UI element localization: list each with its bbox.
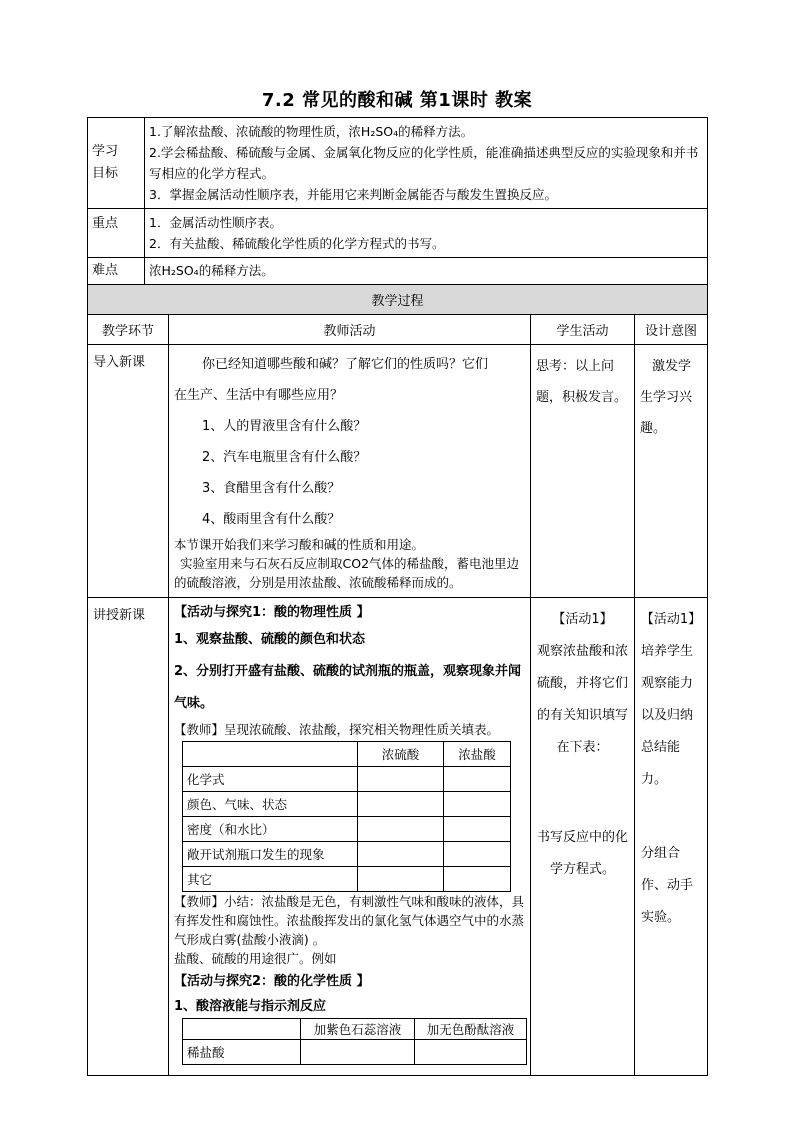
intro-line: 你已经知道哪些酸和碱？了解它们的性质吗？它们 [202, 357, 489, 372]
activity2-title: 【活动与探究2：酸的化学性质 】 [174, 974, 370, 989]
intro-question: 3、食醋里含有什么酸？ [202, 481, 341, 496]
objectives-row [88, 118, 708, 209]
intro-paragraph: 实验室用来与石灰石反应制取CO2气体的稀盐酸，蓄电池里边的硫酸溶液，分别是用浓盐酸、浓硫酸稀释而成的。 [174, 556, 520, 590]
table-cell [358, 767, 444, 792]
student-activity-text: 观察浓盐酸和浓硫酸，并将它们的有关知识填写在下表： [536, 644, 628, 755]
column-header-row [88, 315, 708, 345]
step1-text: 1、观察盐酸、硫酸的颜色和状态 [174, 632, 366, 647]
table-cell [358, 867, 444, 892]
lecture-design [635, 598, 708, 1076]
lecture-row [88, 598, 708, 1076]
step2-text: 2、分别打开盛有盐酸、硫酸的试剂瓶的瓶盖，观察现象并闻气味。 [174, 664, 522, 711]
table-row-label: 化学式 [183, 767, 358, 792]
uses-text: 盐酸、硫酸的用途很广。例如 [174, 951, 337, 966]
student-activity-text: 书写反应中的化学方程式。 [536, 830, 628, 877]
page-title: 7.2 常见的酸和碱 第1课时 教案 [261, 90, 533, 111]
lecture-teacher [169, 598, 531, 1076]
process-band [88, 285, 708, 315]
objectives-content [145, 118, 708, 209]
table-header-row [183, 1019, 527, 1040]
table-row [183, 792, 511, 817]
difficulty-content: 浓H₂SO₄的稀释方法。 [145, 258, 708, 285]
intro-teacher [169, 345, 531, 598]
table-header-row [183, 742, 511, 767]
intro-question: 4、酸雨里含有什么酸？ [202, 512, 341, 527]
student-activity-tag: 【活动1】 [552, 612, 613, 627]
lesson-plan-table [87, 117, 708, 1076]
key-points-label: 重点 [88, 209, 145, 258]
table-row [183, 767, 511, 792]
design-text: 培养学生观察能力以及归纳总结能力。 [641, 644, 694, 787]
intro-question: 2、汽车电瓶里含有什么酸？ [202, 450, 367, 465]
table-cell [301, 1040, 415, 1065]
table-header-cell: 浓硫酸 [358, 742, 444, 767]
header-student: 学生活动 [531, 315, 635, 345]
table-row-label: 稀盐酸 [183, 1040, 301, 1065]
key-points-row [88, 209, 708, 258]
header-stage: 教学环节 [88, 315, 169, 345]
intro-paragraph: 本节课开始我们来学习酸和碱的性质和用途。 [174, 537, 425, 552]
table-cell [444, 767, 511, 792]
difficulty-row [88, 258, 708, 285]
table-cell [358, 842, 444, 867]
teacher-note: 【教师】呈现浓硫酸、浓盐酸，探究相关物理性质关填表。 [174, 722, 500, 737]
table-cell [444, 792, 511, 817]
table-row [183, 1040, 527, 1065]
key-points-content [145, 209, 708, 258]
design-text: 分组合作、动手实验。 [641, 846, 694, 925]
process-band-label: 教学过程 [88, 285, 708, 315]
header-teacher: 教师活动 [169, 315, 531, 345]
difficulty-label: 难点 [88, 258, 145, 285]
table-cell [358, 817, 444, 842]
table-cell [415, 1040, 527, 1065]
objective-item: 2.学会稀盐酸、稀硫酸与金属、金属氧化物反应的化学性质，能准确描述典型反应的实验现象和并书写相应的化学方程式。 [149, 145, 699, 181]
table-row [183, 867, 511, 892]
table-cell [444, 817, 511, 842]
activity1-title: 【活动与探究1：酸的物理性质 】 [174, 605, 370, 620]
table-cell [444, 842, 511, 867]
table-row [183, 842, 511, 867]
design-activity-tag: 【活动1】 [640, 612, 702, 627]
table-header-cell: 浓盐酸 [444, 742, 511, 767]
table-row-label: 敞开试剂瓶口发生的现象 [183, 842, 358, 867]
table-cell [358, 792, 444, 817]
physical-property-table [182, 741, 511, 892]
indicator-table [182, 1018, 527, 1065]
objective-item: 1.了解浓盐酸、浓硫酸的物理性质，浓H₂SO₄的稀释方法。 [149, 124, 474, 139]
lecture-student [531, 598, 635, 1076]
sub1-text: 1、酸溶液能与指示剂反应 [174, 999, 327, 1014]
objective-item: 3．掌握金属活动性顺序表，并能用它来判断金属能否与酸发生置换反应。 [149, 187, 557, 202]
table-header-cell: 加紫色石蕊溶液 [301, 1019, 415, 1040]
intro-row [88, 345, 708, 598]
intro-stage: 导入新课 [88, 345, 169, 598]
table-row-label: 其它 [183, 867, 358, 892]
header-design: 设计意图 [635, 315, 708, 345]
intro-design: 激发学生学习兴趣。 [635, 345, 708, 598]
table-header-cell [183, 1019, 301, 1040]
table-header-cell [183, 742, 358, 767]
table-row-label: 密度（和水比） [183, 817, 358, 842]
intro-question: 1、人的胃液里含有什么酸？ [202, 419, 367, 434]
objectives-label: 学习 目标 [88, 118, 145, 209]
lecture-stage: 讲授新课 [88, 598, 169, 1076]
intro-line: 在生产、生活中有哪些应用？ [174, 388, 344, 403]
key-point-item: 1．金属活动性顺序表。 [149, 215, 282, 230]
teacher-summary: 【教师】小结：浓盐酸是无色，有刺激性气味和酸味的液体，具有挥发性和腐蚀性。浓盐酸挥发出的氯化氢气体遇空气中的水蒸气形成白雾(盐酸小液滴) 。 [174, 894, 525, 947]
table-cell [444, 867, 511, 892]
key-point-item: 2．有关盐酸、稀硫酸化学性质的化学方程式的书写。 [149, 236, 445, 251]
table-header-cell: 加无色酚酞溶液 [415, 1019, 527, 1040]
intro-student: 思考：以上问题，积极发言。 [531, 345, 635, 598]
table-row-label: 颜色、气味、状态 [183, 792, 358, 817]
table-row [183, 817, 511, 842]
